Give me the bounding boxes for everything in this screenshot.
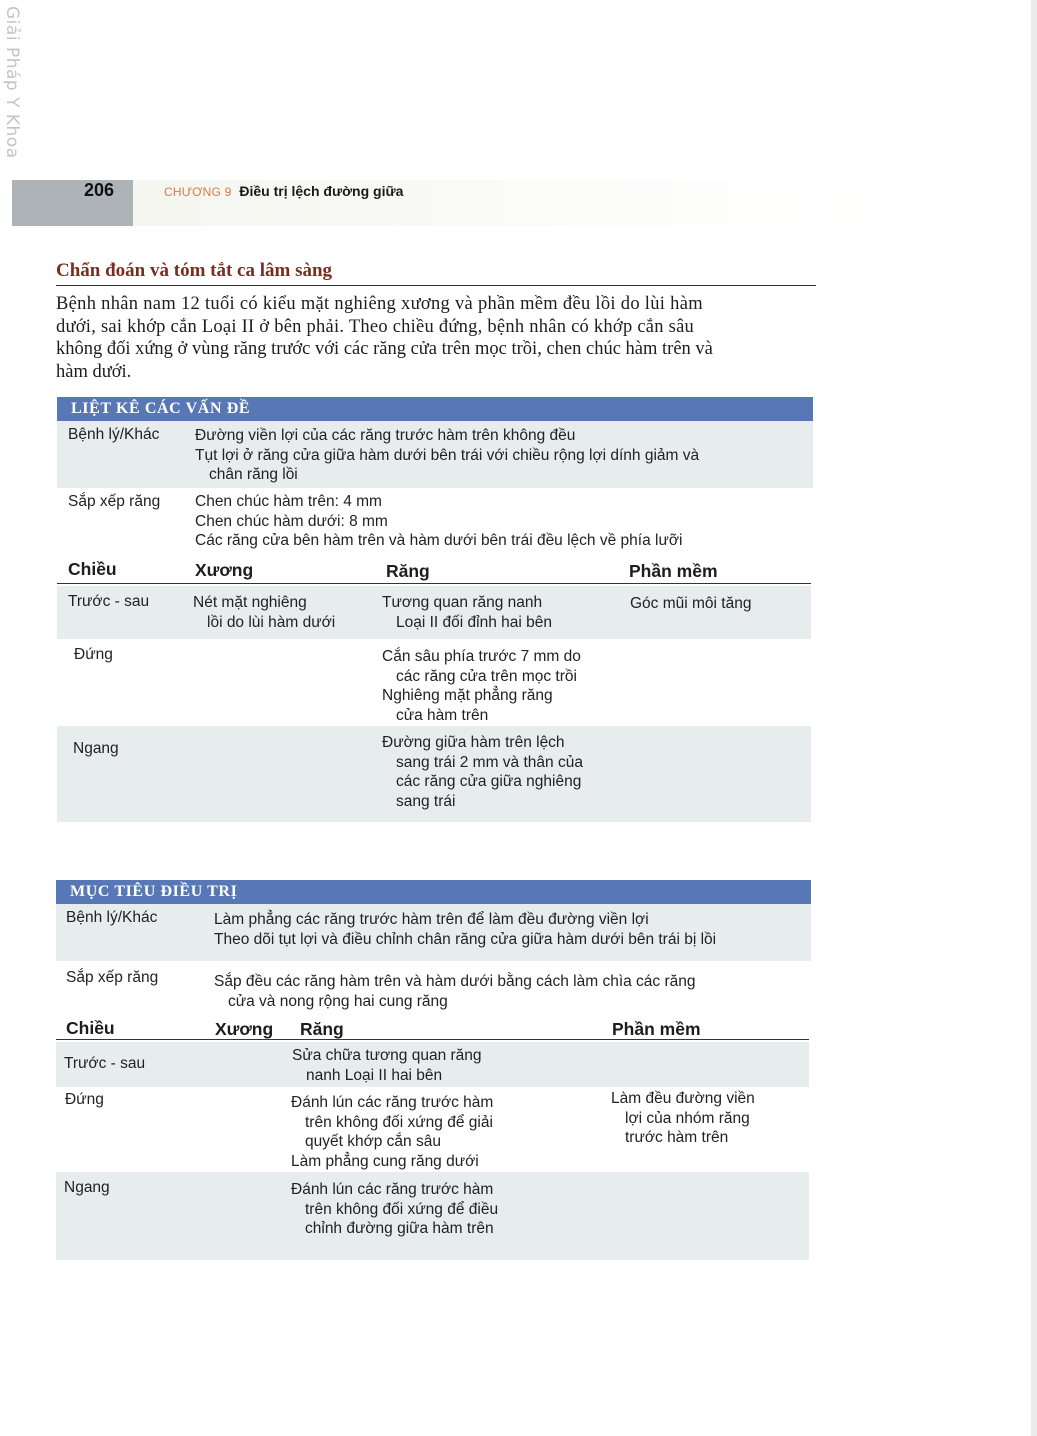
column-header: Chiều [68, 559, 117, 579]
column-header: Phần mềm [612, 1019, 701, 1039]
problem-row-text [195, 426, 699, 485]
text-line: các răng cửa trên mọc trồi [396, 667, 577, 685]
dimension-label: Ngang [73, 740, 119, 757]
teeth-cell [292, 1046, 482, 1085]
text-line: cửa hàm trên [396, 706, 489, 724]
text-line: cửa và nong rộng hai cung răng [228, 992, 448, 1010]
column-header: Răng [386, 561, 430, 581]
text-line: Tương quan răng nanh [382, 594, 543, 611]
problem-row-label: Bệnh lý/Khác [68, 426, 160, 443]
column-header: Răng [300, 1019, 344, 1039]
text-line: trên không đối xứng để giải [305, 1113, 493, 1131]
text-line: Làm phẳng cung răng dưới [291, 1152, 479, 1170]
teeth-cell [382, 647, 581, 725]
column-header: Chiều [66, 1018, 115, 1038]
text-line: nanh Loại II hai bên [306, 1066, 443, 1084]
teeth-cell [382, 733, 583, 811]
text-line: Theo dõi tụt lợi và điều chỉnh chân răng cửa giữa hàm dưới bên trái bị lồi [214, 930, 717, 948]
text-line: Nghiêng mặt phẳng răng [382, 687, 553, 704]
goal-row-text [214, 972, 696, 1011]
soft-tissue-cell: Góc mũi môi tăng [630, 595, 752, 612]
column-header: Xương [195, 560, 254, 580]
goal-row-label: Bệnh lý/Khác [66, 909, 158, 926]
treatment-goals-header [56, 880, 811, 904]
text-line: Đường giữa hàm trên lệch [382, 734, 565, 751]
text-line: sang trái 2 mm và thân của [396, 753, 583, 771]
summary-line: hàm dưới. [56, 361, 132, 382]
table-header-rule [57, 583, 811, 584]
text-line: chỉnh đường giữa hàm trên [305, 1220, 494, 1237]
text-line: sang trái [396, 792, 456, 810]
bone-cell [193, 593, 335, 632]
dimension-label: Đứng [74, 646, 113, 663]
text-line: Các răng cửa bên hàm trên và hàm dưới bên trái đều lệch về phía lưỡi [195, 532, 683, 549]
summary-line: không đối xứng ở vùng răng trước với các răng cửa trên mọc trồi, chen chúc hàm trên và [56, 339, 713, 359]
chapter-heading [164, 183, 403, 199]
dimension-label: Đứng [65, 1091, 104, 1108]
table-header-rule [56, 1039, 809, 1040]
text-line: trước hàm trên [625, 1129, 729, 1146]
text-line: lồi do lùi hàm dưới [207, 613, 336, 631]
treatment-goals-title: MỤC TIÊU ĐIỀU TRỊ [70, 883, 238, 900]
text-line: Sửa chữa tương quan răng [292, 1047, 482, 1064]
teeth-cell [382, 593, 552, 632]
text-line: Cắn sâu phía trước 7 mm do [382, 648, 581, 665]
page-edge [1031, 0, 1037, 1436]
section-title: Chẩn đoán và tóm tắt ca lâm sàng [56, 260, 333, 281]
text-line: trên không đối xứng để điều [305, 1200, 499, 1218]
text-line: các răng cửa giữa nghiêng [396, 773, 582, 790]
problem-list-header [57, 397, 813, 421]
text-line: Tụt lợi ở răng cửa giữa hàm dưới bên trái với chiều rộng lợi dính giảm và [195, 446, 700, 464]
text-line: Làm đều đường viền [611, 1090, 755, 1107]
chapter-title: Điều trị lệch đường giữa [239, 183, 404, 199]
text-line: quyết khớp cắn sâu [305, 1133, 441, 1150]
teeth-cell [291, 1093, 493, 1171]
teeth-cell [291, 1180, 498, 1239]
page-number: 206 [84, 180, 115, 200]
text-line: Loại II đối đỉnh hai bên [396, 613, 552, 631]
dimension-label: Trước - sau [68, 593, 150, 610]
text-line: Đường viền lợi của các răng trước hàm trên không đều [195, 427, 576, 444]
section-divider [56, 285, 816, 286]
chapter-label: CHƯƠNG 9 [164, 185, 232, 199]
text-line: chân răng lồi [209, 466, 298, 483]
goal-row-text [214, 910, 716, 949]
case-summary [56, 293, 816, 383]
problem-row-text [195, 492, 682, 551]
problem-row-label: Sắp xếp răng [68, 493, 161, 510]
column-header: Xương [215, 1019, 274, 1039]
column-header: Phần mềm [629, 561, 718, 581]
text-line: Chen chúc hàm trên: 4 mm [195, 493, 382, 510]
watermark-text: Giải Pháp Y Khoa [2, 6, 22, 159]
text-line: Làm phẳng các răng trước hàm trên để làm đều đường viền lợi [214, 911, 649, 928]
problem-list-title: LIỆT KÊ CÁC VẤN ĐỀ [71, 400, 251, 417]
text-line: Chen chúc hàm dưới: 8 mm [195, 512, 388, 530]
text-line: Sắp đều các răng hàm trên và hàm dưới bằng cách làm chìa các răng [214, 973, 696, 990]
summary-line: Bệnh nhân nam 12 tuổi có kiểu mặt nghiêng xương và phần mềm đều lồi do lùi hàm [56, 294, 703, 314]
watermark [2, 6, 38, 176]
text-line: Đánh lún các răng trước hàm [291, 1094, 494, 1111]
text-line: Đánh lún các răng trước hàm [291, 1181, 494, 1198]
page-number-box [12, 180, 133, 226]
dimension-label: Ngang [64, 1179, 110, 1196]
text-line: lợi của nhóm răng [625, 1109, 750, 1127]
running-header [12, 180, 870, 226]
dimension-label: Trước - sau [64, 1055, 146, 1072]
summary-line: dưới, sai khớp cắn Loại II ở bên phải. Theo chiều đứng, bệnh nhân có khớp cắn sâu [56, 316, 695, 337]
soft-tissue-cell [611, 1089, 755, 1148]
text-line: Nét mặt nghiêng [193, 594, 307, 611]
goal-row-label: Sắp xếp răng [66, 969, 159, 986]
